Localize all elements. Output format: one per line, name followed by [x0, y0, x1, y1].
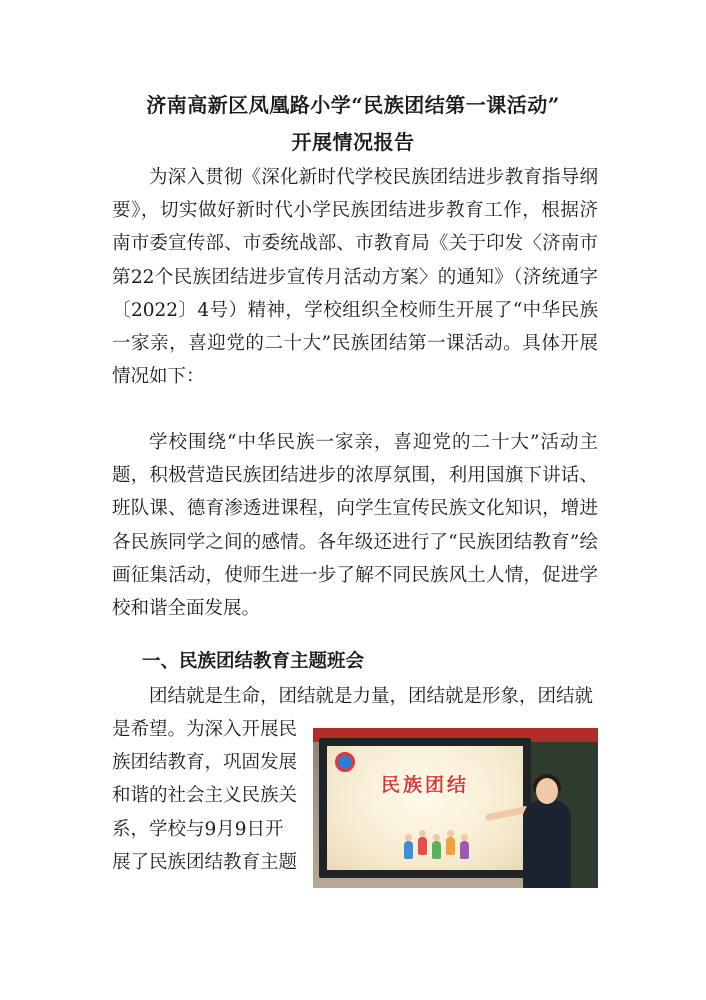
wrapped-line: 展了民族团结教育主题	[112, 851, 298, 873]
child-figure-icon	[460, 841, 469, 859]
child-figure-icon	[461, 834, 468, 841]
paragraph-class-meeting-first-line: 团结就是生命，团结就是力量，团结就是形象，团结就	[149, 686, 594, 707]
child-figure-icon	[447, 830, 454, 837]
child-figure-icon	[404, 841, 413, 859]
section-heading: 一、民族团结教育主题班会	[142, 651, 365, 672]
paragraph-intro	[112, 161, 598, 393]
report-title-line2: 开展情况报告	[291, 130, 415, 154]
paragraph-intro-text: 为深入贯彻《深化新时代学校民族团结进步教育指导纲要》，切实做好新时代小学民族团结进步教育工作，根据济南市委宣传部、市委统战部、市教育局《关于印发〈济南市第22个民族团结进步宣传月活动方案〉的通知》（济统通字〔2022〕4号）精神，学校组织全校师生开展了“中华民族一家亲，喜迎党的二十大”民族团结第一课活动。具体开展情况如下：	[112, 167, 598, 388]
child-figure-icon	[419, 830, 426, 837]
wrapped-text-column	[112, 713, 302, 879]
paragraph-class-meeting	[112, 680, 598, 713]
teacher-figure	[523, 800, 571, 888]
classroom-photo	[313, 728, 598, 888]
school-logo-icon	[335, 752, 355, 772]
child-figure-icon	[405, 834, 412, 841]
child-figure-icon	[418, 837, 427, 855]
screen-title: 民族团结	[380, 774, 469, 796]
wrapped-line: 是希望。为深入开展民	[112, 719, 298, 740]
child-figure-icon	[446, 837, 455, 855]
child-figure-icon	[433, 834, 440, 841]
paragraph-activities-text: 学校围绕“中华民族一家亲，喜迎党的二十大”活动主题，积极营造民族团结进步的浓厚氛围，利用国旗下讲话、班队课、德育渗透进课程，向学生宣传民族文化知识，增进各民族同学之间的感情。各年级还进行了“民族团结教育”绘画征集活动，使师生进一步了解不同民族风土人情，促进学校和谐全面发展。	[112, 432, 598, 620]
wrapped-line: 族团结教育，巩固发展	[112, 752, 298, 774]
wrapped-line: 系，学校与9月9日开	[112, 818, 284, 840]
child-figure-icon	[432, 841, 441, 859]
wrapped-line: 和谐的社会主义民族关	[112, 785, 298, 807]
teacher-head	[536, 778, 558, 804]
paragraph-activities	[112, 426, 598, 625]
report-title-line1: 济南高新区凤凰路小学“民族团结第一课活动”	[146, 93, 560, 117]
